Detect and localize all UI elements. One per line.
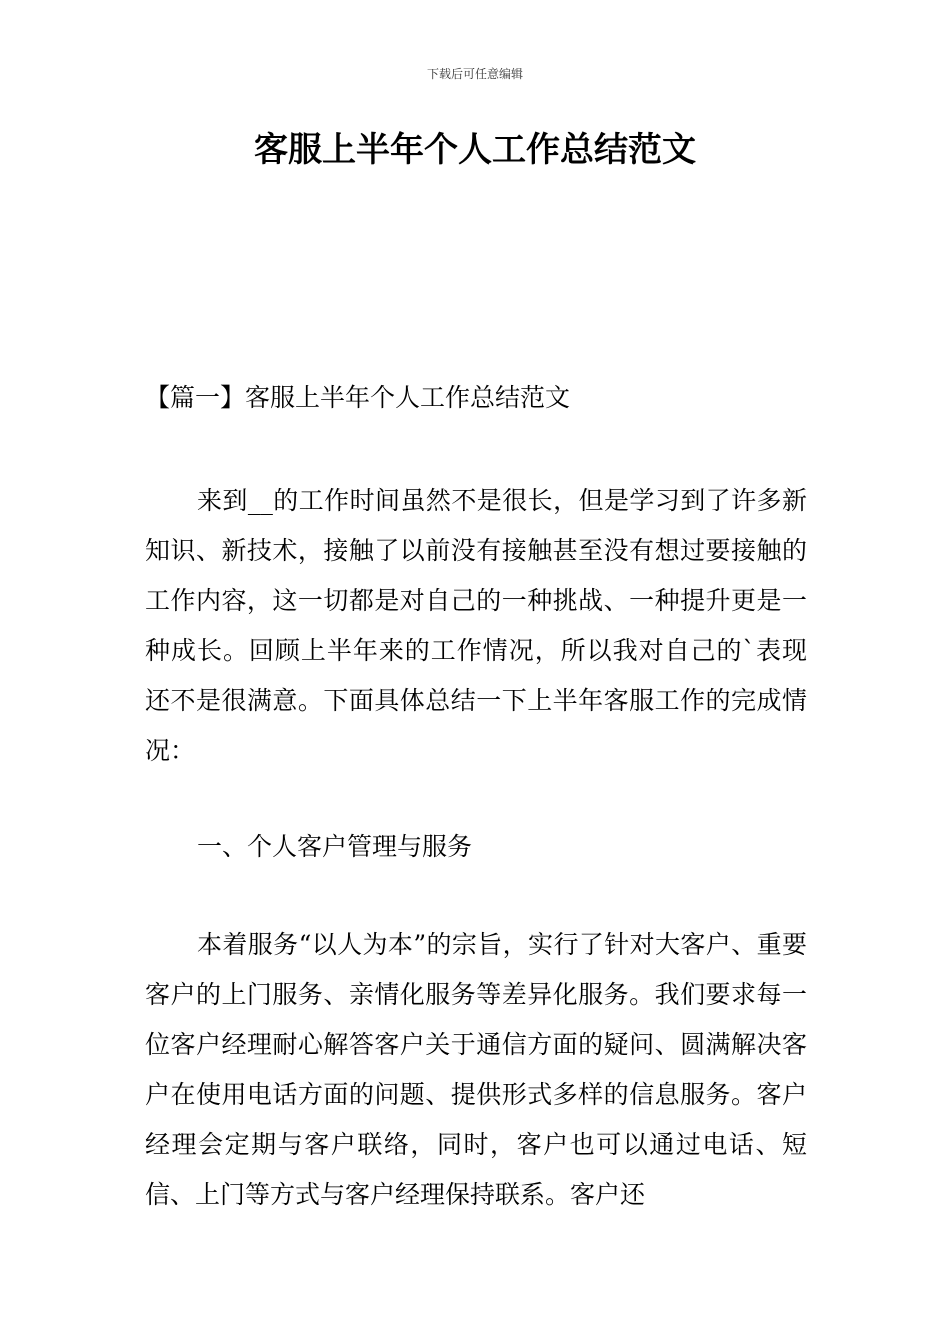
page-header-note: 下载后可任意编辑 [426, 67, 523, 81]
sub-heading-1: 一、个人客户管理与服务 [197, 832, 473, 861]
document-title: 客服上半年个人工作总结范文 [254, 130, 696, 170]
body-paragraph-2: 本着服务“以人为本”的宗旨，实行了针对大客户、重要客户的上门服务、亲情化服务等差异化服务。我们要求每一位客户经理耐心解答客户关于通信方面的疑问、圆满解决客户在使用电话方面的问题、提供形式多样的信息服务。客户经理会定期与客户联络，同时，客户也可以通过电话、短信、上门等方式与客户经理保持联系。客户还 [145, 930, 807, 1209]
body-paragraph-1: 来到__的工作时间虽然不是很长，但是学习到了许多新知识、新技术，接触了以前没有接触甚至没有想过要接触的工作内容，这一切都是对自己的一种挑战、一种提升更是一种成长。回顾上半年来的工作情况，所以我对自己的`表现还不是很满意。下面具体总结一下上半年客服工作的完成情况： [145, 486, 807, 765]
section-heading: 【篇一】客服上半年个人工作总结范文 [145, 383, 571, 412]
